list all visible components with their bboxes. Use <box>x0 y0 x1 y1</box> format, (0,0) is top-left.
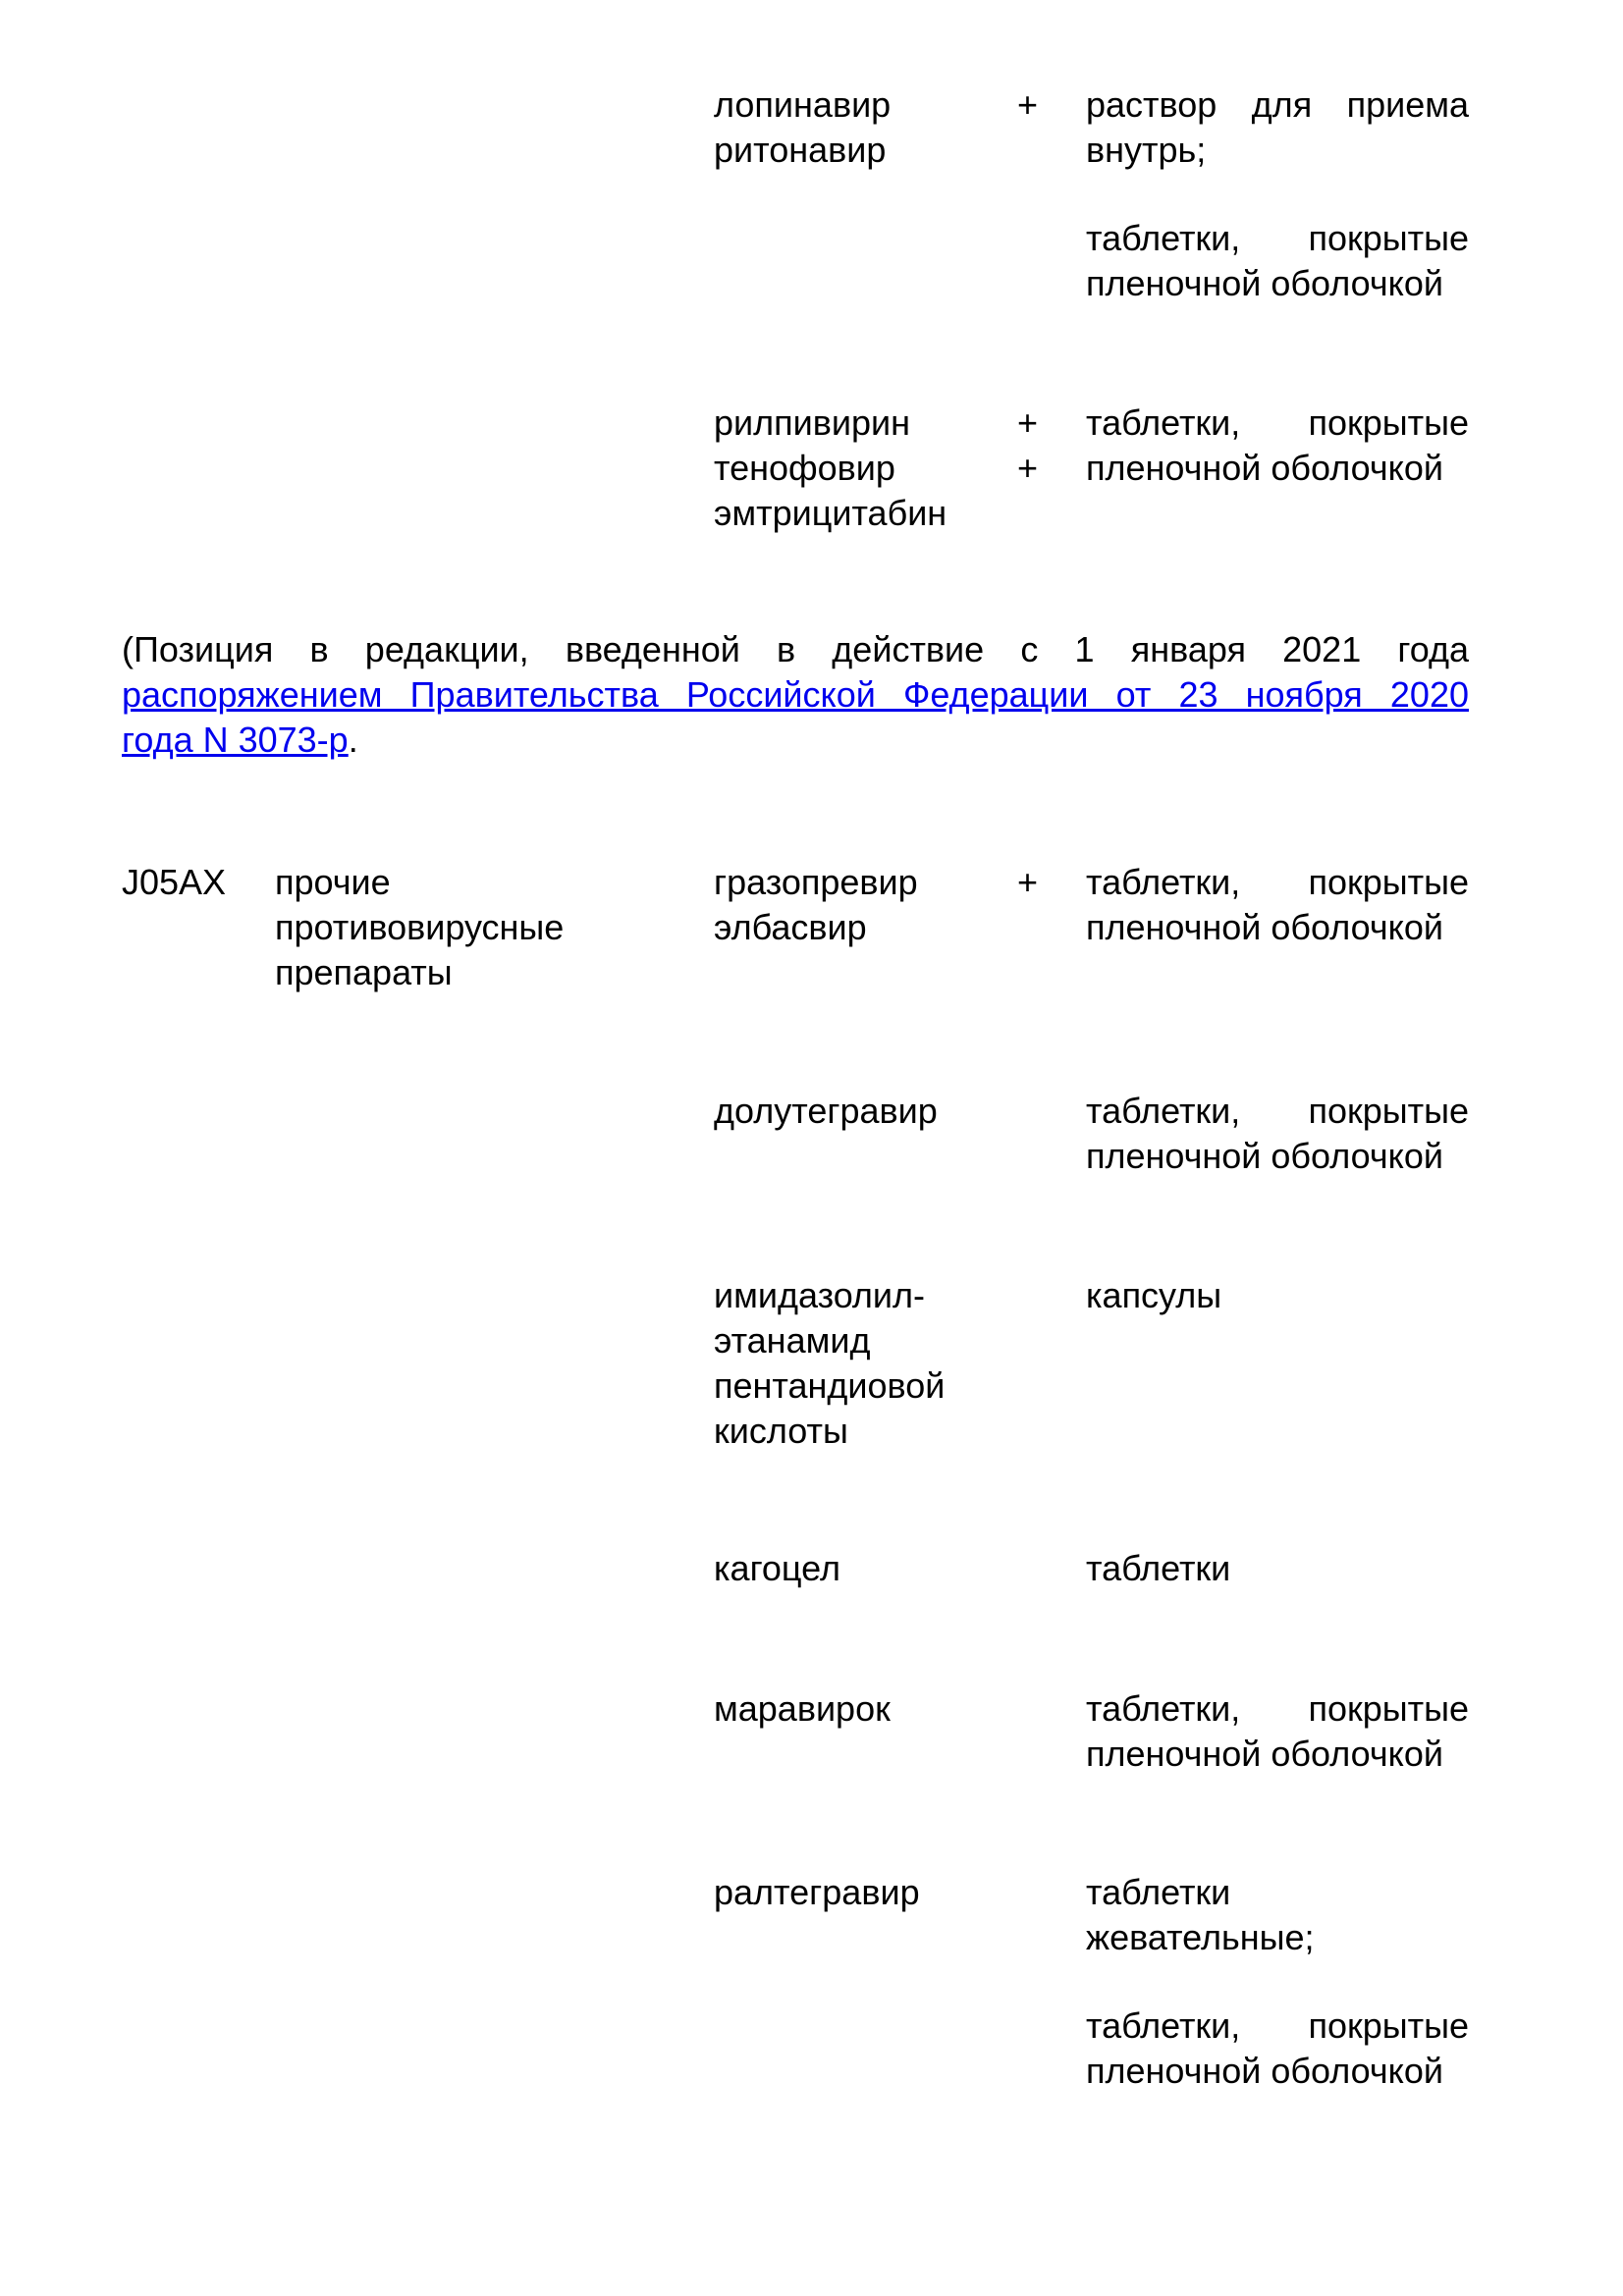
group-name-line: противовирусные <box>275 907 565 947</box>
dosage-form-line: таблетки, покрытые <box>1086 862 1469 902</box>
dosage-form-line: таблетки, покрытые <box>1086 2005 1469 2046</box>
drug-name-line: маравирок <box>714 1688 891 1729</box>
dosage-form-line: пленочной оболочкой <box>1086 2051 1443 2091</box>
dosage-form <box>1086 1546 1469 1591</box>
dosage-form-line: пленочной оболочкой <box>1086 1734 1443 1774</box>
drug-name-line: тенофовир <box>714 448 895 488</box>
dosage-form <box>1086 1686 1469 1777</box>
drug-name-line: гразопревир <box>714 862 918 902</box>
edition-note <box>122 627 1469 763</box>
drug-name-line: элбасвир <box>714 907 867 947</box>
dosage-form-line: таблетки <box>1086 1548 1231 1588</box>
dosage-form-line: пленочной оболочкой <box>1086 263 1443 303</box>
drug-name-line: эмтрицитабин <box>714 493 947 533</box>
dosage-form-line: пленочной оболочкой <box>1086 907 1443 947</box>
combination-plus <box>1017 860 1047 905</box>
atc-group-name <box>275 860 628 995</box>
dosage-form-line: таблетки, покрытые <box>1086 1688 1469 1729</box>
dosage-form-line: таблетки, покрытые <box>1086 402 1469 443</box>
drug-name-line: долутегравир <box>714 1091 938 1131</box>
drug-name-grazoprevir-elbasvir <box>714 860 989 950</box>
drug-name-dolutegravir <box>714 1089 989 1134</box>
dosage-form-line: таблетки, покрытые <box>1086 218 1469 258</box>
atc-code: J05AX <box>122 862 227 902</box>
combination-plus <box>1017 82 1047 128</box>
drug-name-line: лопинавир <box>714 84 892 125</box>
plus-sign: + <box>1017 448 1039 488</box>
drug-name-imidazolylethanamide <box>714 1273 989 1454</box>
dosage-form-line: раствор для приема <box>1086 84 1469 125</box>
dosage-form <box>1086 400 1469 491</box>
drug-name-line: ралтегравир <box>714 1872 920 1912</box>
drug-name-line: пентандиовой <box>714 1365 946 1406</box>
drug-name-kagocel <box>714 1546 989 1591</box>
dosage-form <box>1086 1089 1469 1179</box>
drug-name-rilpivirine-combo <box>714 400 989 536</box>
edition-note-text: (Позиция в редакции, введенной в действие с 1 января 2021 года <box>122 629 1469 669</box>
dosage-form-line: внутрь; <box>1086 130 1207 170</box>
drug-name-lopinavir-ritonavir <box>714 82 989 173</box>
plus-sign: + <box>1017 402 1039 443</box>
dosage-form <box>1086 1870 1469 1960</box>
dosage-form-line: капсулы <box>1086 1275 1222 1315</box>
dosage-form-line: пленочной оболочкой <box>1086 448 1443 488</box>
dosage-form <box>1086 1273 1469 1318</box>
dosage-form <box>1086 860 1469 950</box>
government-order-link-cont[interactable]: года N 3073-р <box>122 720 349 760</box>
edition-note-period: . <box>348 720 358 760</box>
drug-name-maraviroc <box>714 1686 989 1732</box>
dosage-form <box>1086 82 1469 173</box>
group-name-line: препараты <box>275 952 453 992</box>
plus-sign: + <box>1017 862 1039 902</box>
drug-name-line: кагоцел <box>714 1548 840 1588</box>
dosage-form-line: пленочной оболочкой <box>1086 1136 1443 1176</box>
dosage-form-line: таблетки <box>1086 1872 1231 1912</box>
drug-name-line: этанамид <box>714 1320 871 1361</box>
combination-plus <box>1017 400 1047 491</box>
government-order-link[interactable]: распоряжением Правительства Российской Федерации от 23 ноября 2020 <box>122 674 1469 715</box>
drug-name-line: имидазолил- <box>714 1275 926 1315</box>
drug-name-raltegravir <box>714 1870 989 1915</box>
dosage-form-line: таблетки, покрытые <box>1086 1091 1469 1131</box>
dosage-form <box>1086 2003 1469 2094</box>
plus-sign: + <box>1017 84 1039 125</box>
group-name-line: прочие <box>275 862 391 902</box>
drug-name-line: рилпивирин <box>714 402 910 443</box>
drug-name-line: ритонавир <box>714 130 887 170</box>
drug-name-line: кислоты <box>714 1411 848 1451</box>
dosage-form <box>1086 216 1469 306</box>
dosage-form-line: жевательные; <box>1086 1917 1315 1957</box>
